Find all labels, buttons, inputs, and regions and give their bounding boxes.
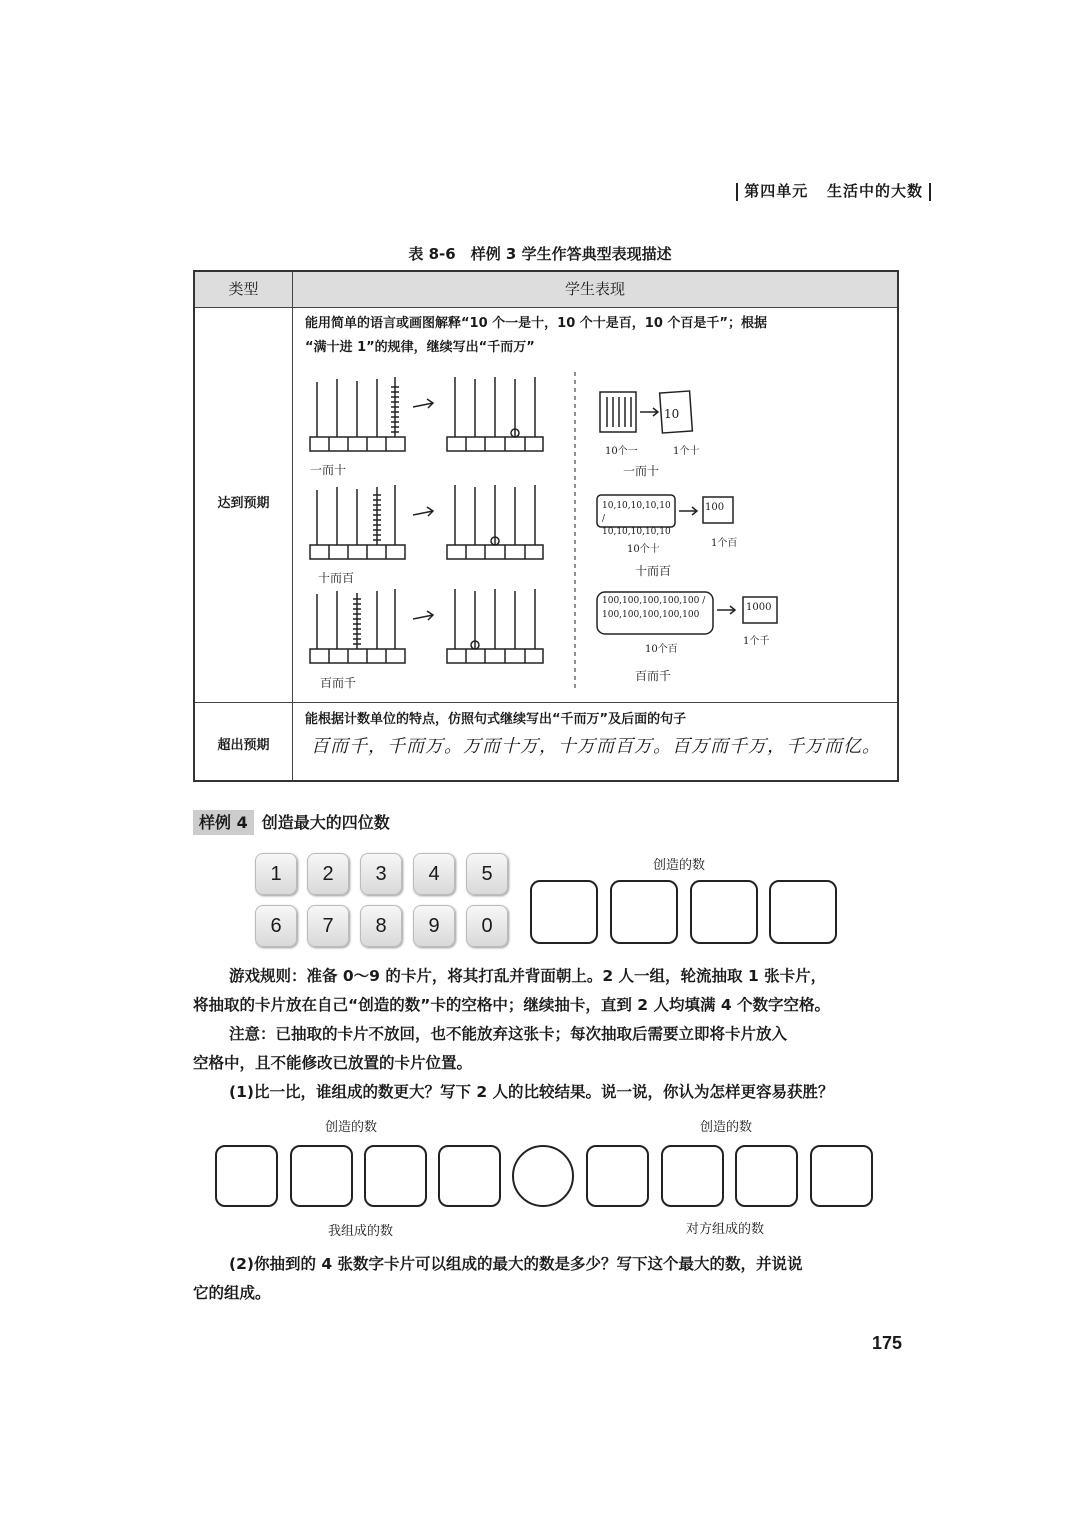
abacus-right-3	[447, 589, 543, 663]
q1-left-bottom-label: 我组成的数	[328, 1224, 394, 1239]
arrow-1	[413, 399, 433, 408]
q1-right-top-label: 创造的数	[700, 1120, 753, 1135]
thousand-card-value: 1000	[746, 602, 772, 613]
number-card: 1	[255, 853, 297, 895]
my-digit-slot	[438, 1145, 501, 1207]
abacus-right-2	[447, 485, 543, 559]
abacus-right-1	[447, 377, 543, 451]
group-arrow-3	[717, 606, 735, 614]
number-card: 9	[413, 905, 455, 947]
number-card: 4	[413, 853, 455, 895]
opponent-digit-slot	[810, 1145, 873, 1207]
abacus-left-1	[310, 377, 405, 451]
q2-line-2: 它的组成。	[193, 1284, 271, 1302]
group-right-1: 1个十	[673, 446, 700, 457]
digit-slot	[769, 880, 837, 944]
number-card: 8	[360, 905, 402, 947]
create-label: 创造的数	[653, 858, 706, 873]
hundred-card-value: 100	[705, 502, 725, 513]
abacus-label-1: 一而十	[310, 463, 347, 477]
sample4-title	[193, 810, 390, 833]
header-topic: 生活中的大数	[826, 182, 923, 200]
group-arrow-1	[640, 408, 658, 416]
tens-cells: 10,10,10,10,10 / 10,10,10,10,10	[602, 501, 671, 537]
rules-line-1: 游戏规则：准备 0～9 的卡片，将其打乱并背面朝上。2 人一组，轮流抽取 1 张卡片，	[229, 967, 827, 985]
q2-line-1: (2)你抽到的 4 张数字卡片可以组成的最大的数是多少？写下这个最大的数，并说说	[229, 1255, 803, 1273]
header-performance: 学生表现	[293, 272, 897, 307]
table-caption: 表 8-6 样例 3 学生作答典型表现描述	[408, 245, 672, 263]
digit-slot	[690, 880, 758, 944]
opponent-digit-slot	[661, 1145, 724, 1207]
number-card: 3	[360, 853, 402, 895]
number-card: 0	[466, 905, 508, 947]
number-card: 6	[255, 905, 297, 947]
group-phrase-3: 百而千	[635, 669, 672, 683]
row-desc-exceeds: 能根据计数单位的特点，仿照句式继续写出“千而万”及后面的句子	[305, 712, 687, 727]
student-handwriting: 百而千，千而万。万而十万，十万而百万。百万而千万，千万而亿。	[311, 736, 881, 757]
opponent-digit-slot	[586, 1145, 649, 1207]
group-phrase-2: 十而百	[635, 564, 672, 578]
hundreds-cells: 100,100,100,100,100 / 100,100,100,100,100	[602, 596, 706, 620]
desc-line-1: 能用简单的语言或画图解释“10 个一是十，10 个十是百，10 个百是千”；根据	[305, 316, 767, 331]
question-2	[193, 1250, 903, 1308]
row-type-exceeds: 超出预期	[217, 738, 270, 753]
q1-right-bottom-label: 对方组成的数	[686, 1222, 765, 1237]
abacus-left-2	[310, 485, 405, 559]
rules-paragraph	[193, 962, 903, 1107]
my-digit-slot	[290, 1145, 353, 1207]
my-digit-slot	[215, 1145, 278, 1207]
arrow-2	[413, 507, 433, 516]
group-phrase-1: 一而十	[623, 464, 660, 478]
group-left-1: 10个一	[605, 446, 638, 457]
sample4-title-text: 创造最大的四位数	[261, 813, 390, 832]
compare-circle	[512, 1145, 574, 1207]
number-card: 5	[466, 853, 508, 895]
note-line-1: 注意：已抽取的卡片不放回，也不能放弃这张卡；每次抽取后需要立即将卡片放入	[229, 1025, 788, 1043]
header-unit: 第四单元	[744, 182, 809, 200]
my-digit-slot	[364, 1145, 427, 1207]
page-number: 175	[871, 1333, 902, 1353]
running-header	[730, 180, 937, 201]
group-arrow-2	[679, 507, 697, 515]
header-type: 类型	[195, 272, 292, 307]
opponent-digit-slot	[735, 1145, 798, 1207]
abacus-left-3	[310, 589, 405, 663]
ten-card-value: 10	[664, 407, 680, 421]
abacus-label-3: 百而千	[320, 676, 357, 690]
performance-table	[193, 270, 899, 782]
abacus-label-2: 十而百	[318, 571, 355, 585]
digit-slot	[610, 880, 678, 944]
desc-line-2: “满十进 1”的规律，继续写出“千而万”	[305, 340, 535, 355]
number-card: 7	[307, 905, 349, 947]
note-line-2: 空格中，且不能修改已放置的卡片位置。	[193, 1054, 473, 1072]
rules-line-2: 将抽取的卡片放在自己“创造的数”卡的空格中；继续抽卡，直到 2 人均填满 4 个数字空格。	[193, 996, 831, 1014]
question-1: (1)比一比，谁组成的数更大？写下 2 人的比较结果。说一说，你认为怎样更容易获胜？	[229, 1083, 834, 1101]
group-right-3: 1个千	[743, 636, 770, 647]
group-right-2: 1个百	[711, 538, 738, 549]
q1-left-top-label: 创造的数	[325, 1120, 378, 1135]
student-drawing	[295, 367, 895, 697]
number-card: 2	[307, 853, 349, 895]
sample4-tag: 样例 4	[193, 810, 254, 835]
arrow-3	[413, 611, 433, 620]
digit-slot	[530, 880, 598, 944]
row-type-meets: 达到预期	[217, 496, 270, 511]
row-desc-meets	[305, 312, 887, 360]
group-left-2: 10个十	[627, 544, 660, 555]
group-left-3: 10个百	[645, 644, 678, 655]
